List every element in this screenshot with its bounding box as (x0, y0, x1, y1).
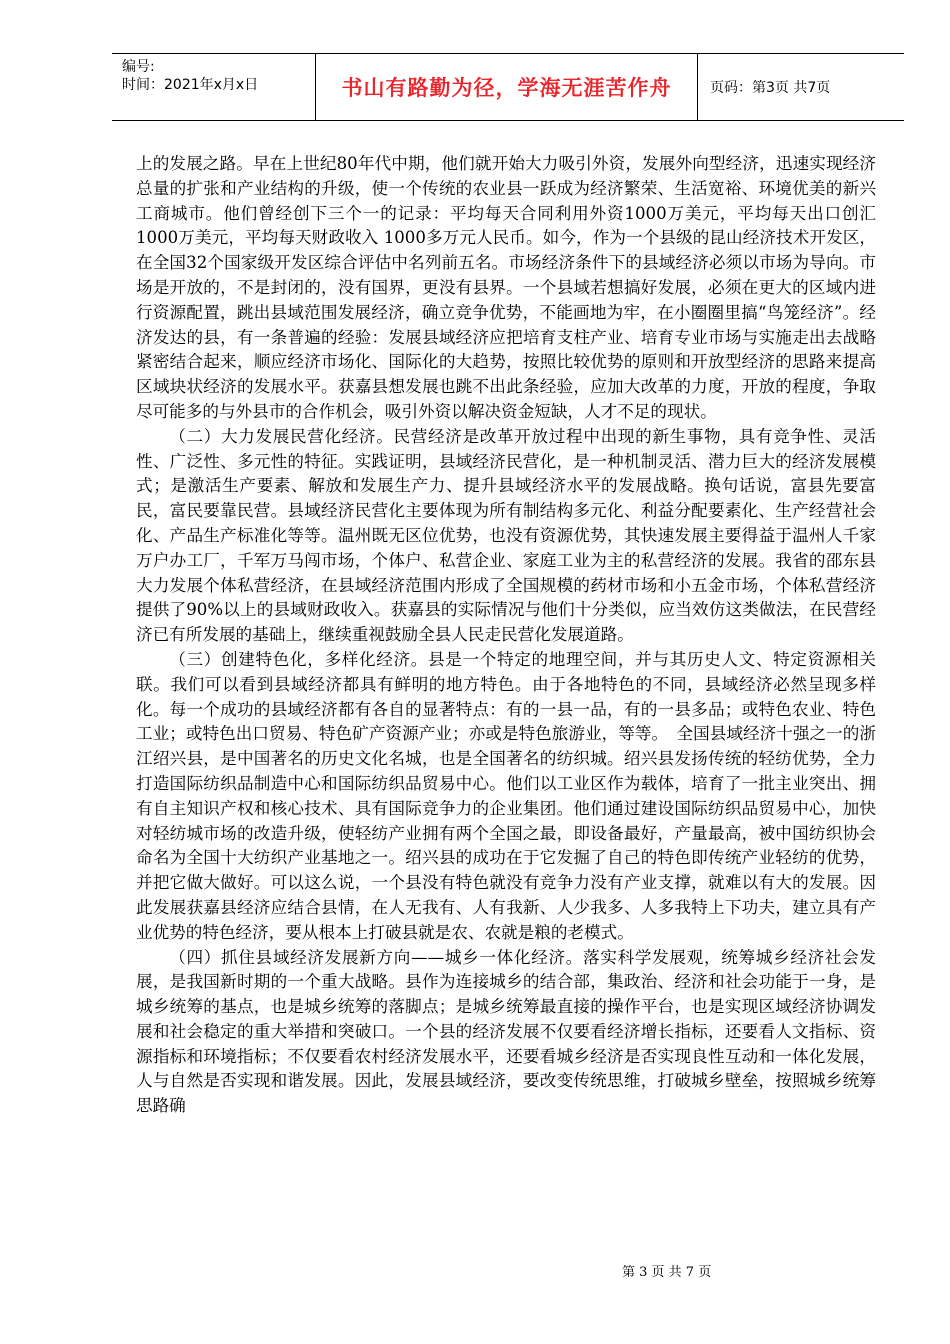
paragraph-continuation: 上的发展之路。早在上世纪80年代中期，他们就开始大力吸引外资，发展外向型经济，迅速实现经济总量的扩张和产业结构的升级，使一个传统的农业县一跃成为经济繁荣、生活宽裕、环境优美的新兴工商城市。他们曾经创下三个一的记录：平均每天合同利用外资1000万美元，平均每天出口创汇1000万美元，平均每天财政收入 1000多万元人民币。如今，作为一个县级的昆山经济技术开发区，在全国32个国家级开发区综合评估中名列前五名。市场经济条件下的县域经济必须以市场为导向。市场是开放的，不是封闭的，没有国界，更没有县界。一个县域若想搞好发展，必须在更大的区域内进行资源配置，跳出县域范围发展经济，确立竞争优势，不能画地为牢，在小圈圈里搞“鸟笼经济”。经济发达的县，有一条普遍的经验：发展县域经济应把培育支柱产业、培育专业市场与实施走出去战略紧密结合起来，顺应经济市场化、国际化的大趋势，按照比较优势的原则和开放型经济的思路来提高区域块状经济的发展水平。获嘉县想发展也跳不出此条经验，应加大改革的力度，开放的程度，争取尽可能多的与外县市的合作机会，吸引外资以解决资金短缺，人才不足的现状。 (136, 154, 876, 421)
paragraph-section-4: （四）抓住县域经济发展新方向——城乡一体化经济。落实科学发展观，统筹城乡经济社会发展，是我国新时期的一个重大战略。县作为连接城乡的结合部，集政治、经济和社会功能于一身，是城乡统筹的基点，也是城乡统筹的落脚点；是城乡统筹最直接的操作平台，也是实现区域经济协调发展和社会稳定的重大举措和突破口。一个县的经济发展不仅要看经济增长指标，还要看人文指标、资源指标和环境指标；不仅要看农村经济发展水平，还要看城乡经济是否实现良性互动和一体化发展，人与自然是否实现和谐发展。因此，发展县域经济，要改变传统思维，打破城乡壁垒，按照城乡统筹思路确 (136, 947, 876, 1116)
paragraph-section-3: （三）创建特色化，多样化经济。县是一个特定的地理空间，并与其历史人文、特定资源相关联。我们可以看到县域经济都具有鲜明的地方特色。由于各地特色的不同，县域经济必然呈现多样化。每一个成功的县域经济都有各自的显著特点：有的一县一品，有的一县多品；或特色农业、特色工业；或特色出口贸易、特色矿产资源产业；亦或是特色旅游业，等等。 全国县域经济十强之一的浙江绍兴县，是中国著名的历史文化名城，也是全国著名的纺织城。绍兴县发扬传统的轻纺优势，全力打造国际纺织品制造中心和国际纺织品贸易中心。他们以工业区作为载体，培育了一批主业突出、拥有自主知识产权和核心技术、具有国际竞争力的企业集团。他们通过建设国际纺织品贸易中心，加快对轻纺城市场的改造升级，使轻纺产业拥有两个全国之最，即设备最好，产量最高，被中国纺织协会命名为全国十大纺织产业基地之一。绍兴县的成功在于它发掘了自己的特色即传统产业轻纺的优势，并把它做大做好。可以这么说，一个县没有特色就没有竞争力没有产业支撑，就难以有大的发展。因此发展获嘉县经济应结合县情，在人无我有、人有我新、人少我多、人多我特上下功夫，建立具有产业优势的特色经济，要从根本上打破县就是农、农就是粮的老模式。 (136, 649, 876, 942)
header-meta (112, 54, 316, 120)
document-body (136, 152, 876, 1119)
header-page-info: 页码：第3页 共7页 (710, 80, 831, 96)
document-header (112, 53, 904, 121)
header-motto-cell (316, 54, 698, 120)
paragraph-section-2: （二）大力发展民营化经济。民营经济是改革开放过程中出现的新生事物，具有竞争性、灵活性、广泛性、多元性的特征。实践证明，县域经济民营化，是一种机制灵活、潜力巨大的经济发展模式；是激活生产要素、解放和发展生产力、提升县域经济水平的发展战略。换句话说，富县先要富民，富民要靠民营。县域经济民营化主要体现为所有制结构多元化、利益分配要素化、生产经营社会化、产品生产标准化等等。温州既无区位优势，也没有资源优势，其快速发展主要得益于温州人千家万户办工厂，千军万马闯市场，个体户、私营企业、家庭工业为主的私营经济的发展。我省的邵东县大力发展个体私营经济，在县域经济范围内形成了全国规模的药材市场和小五金市场，个体私营经济提供了90%以上的县域财政收入。获嘉县的实际情况与他们十分类似，应当效仿这类做法，在民营经济已有所发展的基础上，继续重视鼓励全县人民走民营化发展道路。 (136, 426, 876, 645)
document-date: 时间：2021年x月x日 (122, 77, 259, 93)
document-number-label: 编号: (122, 59, 155, 75)
header-motto: 书山有路勤为径，学海无涯苦作舟 (341, 76, 672, 100)
page-footer: 第 3 页 共 7 页 (622, 1265, 712, 1280)
